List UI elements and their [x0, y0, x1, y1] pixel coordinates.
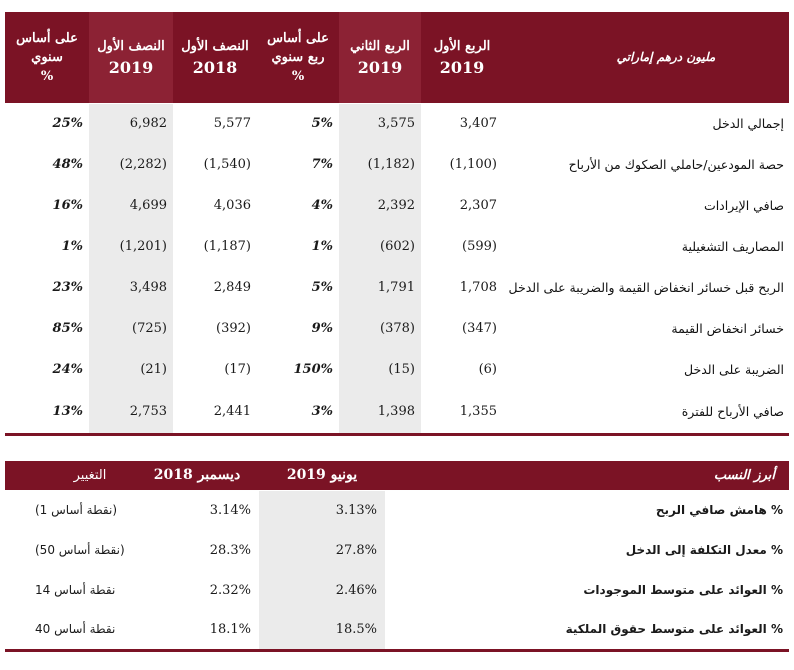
q1-2019-cell: (6) [478, 362, 497, 377]
q1-2019-cell: (347) [462, 321, 497, 336]
q2-2019-cell: 1,791 [339, 267, 421, 308]
header-q1-2019: الربع الأول 2019 [421, 12, 503, 103]
q2-2019-cell: 3,575 [339, 103, 421, 144]
income-row [5, 267, 789, 308]
h1-2019-cell: 2,753 [89, 390, 173, 434]
yoy-cell: 85% [52, 321, 83, 336]
h1-2018-cell: 4,036 [213, 198, 251, 213]
ratio-label: معدل التكلفة إلى الدخل % [625, 543, 783, 557]
row-label: إجمالي الدخل [712, 116, 784, 132]
income-statement-table [5, 12, 789, 436]
h1-2018-cell: 5,577 [213, 116, 251, 132]
qoq-cell: 3% [257, 390, 339, 434]
income-row [5, 226, 789, 267]
qoq-cell: 1% [311, 239, 333, 254]
yoy-cell: 23% [52, 280, 83, 295]
income-header-row [5, 12, 789, 103]
dec-2018-cell: 28.3% [209, 542, 251, 558]
h1-2018-cell: 2,441 [173, 390, 257, 434]
change-cell: (1 نقطة أساس) [35, 503, 118, 518]
h1-2019-cell: (725) [89, 308, 173, 349]
h1-2019-cell: 6,982 [89, 103, 173, 144]
row-label: حصة المودعين/حاملي الصكوك من الأرباح [568, 157, 784, 172]
yoy-cell: 1% [61, 239, 83, 254]
row-label: الضريبة على الدخل [684, 362, 784, 377]
h1-2018-cell: (1,540) [203, 157, 251, 172]
ratio-label: العوائد على متوسط الموجودات % [583, 583, 783, 597]
h1-2018-cell: (392) [216, 321, 251, 336]
h1-2018-cell: (1,187) [203, 239, 251, 254]
income-row [5, 349, 789, 390]
q2-2019-cell: (378) [339, 308, 421, 349]
jun-2019-cell: 2.46% [259, 570, 385, 610]
ratio-label: العوائد على متوسط حقوق الملكية % [385, 610, 789, 650]
ratio-row [5, 490, 789, 530]
q1-2019-cell: 2,307 [459, 198, 497, 213]
q2-2019-cell: 1,398 [339, 390, 421, 434]
q1-2019-cell: 3,407 [459, 116, 497, 132]
row-label: صافي الإيرادات [703, 198, 784, 213]
h1-2019-cell: (1,201) [89, 226, 173, 267]
qoq-cell: 7% [311, 157, 333, 172]
header-q2-2019: الربع الثاني 2019 [339, 12, 421, 103]
ratios-header-row [5, 461, 789, 490]
row-label: صافي الأرباح للفترة [503, 390, 789, 434]
q2-2019-cell: (15) [339, 349, 421, 390]
change-cell: (50 نقطة أساس) [35, 543, 125, 557]
qoq-cell: 5% [311, 116, 333, 132]
h1-2018-cell: 2,849 [213, 280, 251, 295]
row-label: الربح قبل خسائر انخفاض القيمة والضريبة على الدخل [508, 280, 784, 295]
jun-2019-cell: 3.13% [259, 490, 385, 530]
ratio-label: هامش صافي الربح % [655, 503, 783, 518]
header-qoq: على أساس ربع سنوي % [257, 12, 339, 103]
h1-2019-cell: (21) [89, 349, 173, 390]
yoy-cell: 24% [52, 362, 83, 377]
ratio-row [5, 530, 789, 570]
h1-2019-cell: 4,699 [89, 185, 173, 226]
ratio-row [5, 610, 789, 650]
change-cell: 14 نقطة أساس [35, 583, 116, 597]
q1-2019-cell: 1,355 [421, 390, 503, 434]
q2-2019-cell: (602) [339, 226, 421, 267]
ratio-row [5, 570, 789, 610]
q1-2019-cell: (1,100) [449, 157, 497, 172]
income-row [5, 308, 789, 349]
header-yoy: على أساس سنوي % [5, 12, 89, 103]
row-label: خسائر انخفاض القيمة [671, 321, 784, 336]
q2-2019-cell: (1,182) [339, 144, 421, 185]
yoy-cell: 25% [52, 116, 83, 132]
change-cell: 40 نقطة أساس [5, 610, 135, 650]
income-row [5, 144, 789, 185]
q1-2019-cell: 1,708 [459, 280, 497, 295]
header-change: التغيير [5, 461, 135, 490]
yoy-cell: 13% [5, 390, 89, 434]
dec-2018-cell: 2.32% [209, 582, 251, 598]
qoq-cell: 150% [293, 362, 333, 377]
header-key-ratios: أبرز النسب [385, 461, 789, 490]
header-unit: مليون درهم إماراتي [503, 12, 789, 103]
jun-2019-cell: 18.5% [259, 610, 385, 650]
qoq-cell: 9% [311, 321, 333, 336]
h1-2019-cell: (2,282) [89, 144, 173, 185]
qoq-cell: 4% [311, 198, 333, 213]
header-dec-2018: ديسمبر 2018 [135, 461, 259, 490]
income-row [5, 185, 789, 226]
h1-2018-cell: (17) [224, 362, 251, 377]
qoq-cell: 5% [311, 280, 333, 295]
h1-2019-cell: 3,498 [89, 267, 173, 308]
income-row [5, 103, 789, 144]
row-label: المصاريف التشغيلية [681, 239, 784, 254]
q1-2019-cell: (599) [462, 239, 497, 254]
header-h1-2019: النصف الأول 2019 [89, 12, 173, 103]
jun-2019-cell: 27.8% [259, 530, 385, 570]
header-h1-2018: النصف الأول 2018 [173, 12, 257, 103]
income-row [5, 390, 789, 434]
yoy-cell: 16% [52, 198, 83, 213]
key-ratios-table [5, 461, 789, 652]
yoy-cell: 48% [52, 157, 83, 172]
dec-2018-cell: 18.1% [135, 610, 259, 650]
dec-2018-cell: 3.14% [209, 502, 251, 518]
q2-2019-cell: 2,392 [339, 185, 421, 226]
header-jun-2019: يونيو 2019 [259, 461, 385, 490]
